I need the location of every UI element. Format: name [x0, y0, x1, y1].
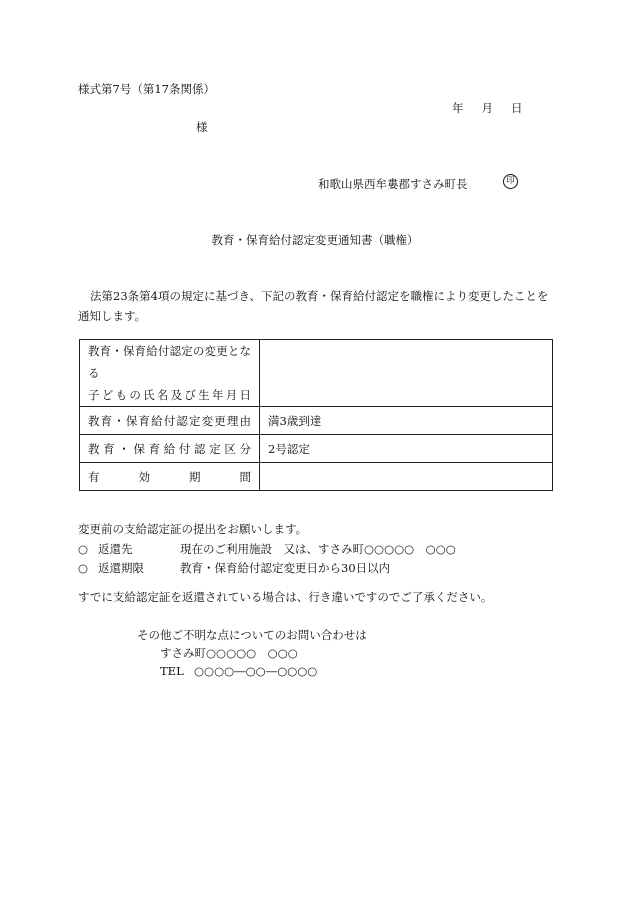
label-text: 有効期間 [88, 469, 251, 484]
seal-mark: 印 [503, 174, 518, 189]
item-name: 返還期限 [98, 561, 144, 575]
item-value: 現在のご利用施設 又は、すさみ町○○○○○ ○○○ [180, 542, 456, 556]
addressee-suffix: 様 [196, 120, 208, 134]
contact-address: すさみ町○○○○○ ○○○ [160, 646, 298, 660]
document-title: 教育・保育給付認定変更通知書（職権） [211, 233, 419, 247]
label-certification-category [80, 435, 260, 463]
value-validity-period [260, 463, 553, 491]
item-name: 返還先 [98, 542, 133, 556]
value-child-name-birthdate [260, 340, 553, 407]
body-paragraph: 法第23条第4項の規定に基づき、下記の教育・保育給付認定を職権により変更したことを通知します。 [78, 289, 549, 323]
label-text: 教育・保育給付認定変更理由 [88, 413, 251, 428]
label-text: 教育・保育給付認定区分 [88, 441, 251, 456]
return-request: 変更前の支給認定証の提出をお願いします。 [78, 522, 308, 536]
form-number: 様式第7号（第17条関係） [78, 82, 215, 96]
label-validity-period [80, 463, 260, 491]
already-returned-notice: すでに支給認定証を返還されている場合は、行き違いですのでご了承ください。 [78, 590, 493, 604]
table-row [80, 463, 553, 491]
date-line [452, 100, 523, 116]
contact-heading: その他ご不明な点についてのお問い合わせは [137, 628, 367, 642]
table-row [80, 340, 553, 407]
label-line: 教育・保育給付認定の変更となる [88, 344, 251, 380]
bullet-circle: ○ [78, 542, 89, 556]
table-row [80, 435, 553, 463]
tel-number: ○○○○―○○―○○○○ [194, 664, 318, 678]
contact-phone [160, 664, 317, 678]
certification-table [79, 339, 553, 491]
tel-label: TEL [160, 664, 184, 678]
return-destination-row [78, 541, 456, 557]
year-label: 年 [452, 101, 464, 115]
bullet-circle: ○ [78, 561, 89, 575]
day-label: 日 [511, 101, 523, 115]
label-change-reason [80, 407, 260, 435]
month-label: 月 [481, 101, 493, 115]
label-line: 子どもの氏名及び生年月日 [88, 388, 251, 402]
label-child-name-birthdate [80, 340, 260, 407]
value-certification-category: 2号認定 [260, 435, 553, 463]
issuer-name: 和歌山県西牟婁郡すさみ町長 [318, 177, 468, 191]
return-deadline-row [78, 560, 390, 576]
table-row [80, 407, 553, 435]
item-value: 教育・保育給付認定変更日から30日以内 [180, 561, 391, 575]
value-change-reason: 満3歳到達 [260, 407, 553, 435]
